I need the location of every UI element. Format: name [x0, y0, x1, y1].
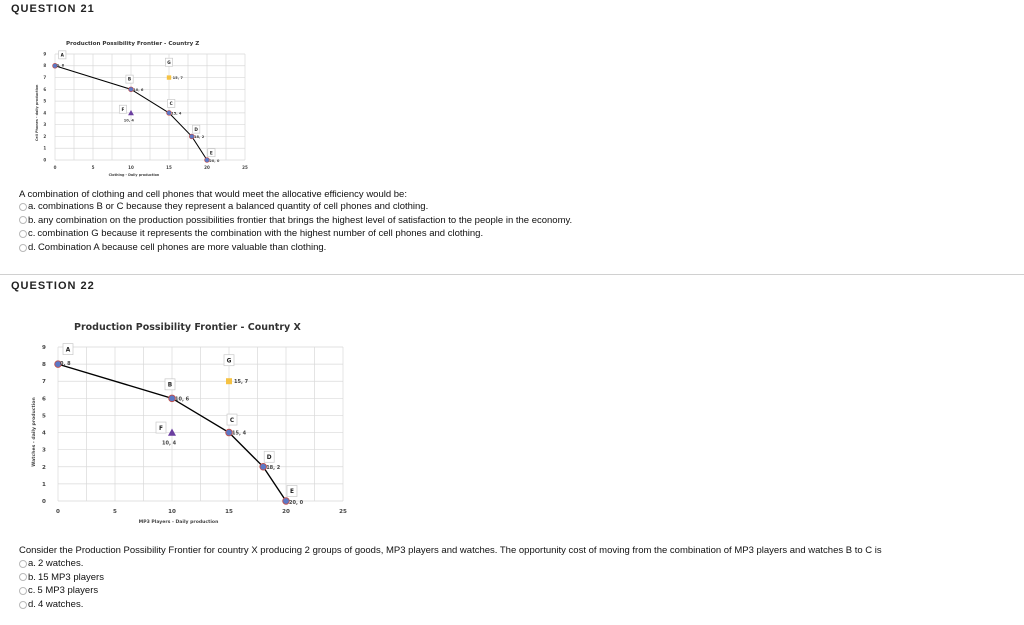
x-tick-label: 15: [166, 164, 172, 170]
y-tick-label: 3: [42, 447, 46, 454]
point-name-g: G: [167, 59, 171, 65]
point-name-g: G: [226, 358, 232, 365]
option-text: 2 watches.: [37, 558, 84, 570]
point-name-c: C: [229, 417, 235, 424]
chart-title: Production Possibility Frontier - Country X: [74, 322, 301, 333]
point-name-d: D: [266, 454, 272, 461]
data-label: 0, 8: [60, 361, 71, 368]
question-22-title: QUESTION 22: [11, 280, 95, 292]
y-axis-label: Watches - daily production: [32, 397, 37, 467]
option-text: combination G because it represents the combination with the highest number of cell phones and clothing.: [37, 228, 484, 240]
q22-option-b[interactable]: [19, 571, 104, 585]
option-letter: a.: [28, 201, 36, 213]
x-axis-label: MP3 Players - Daily production: [138, 520, 219, 525]
data-label: 20, 0: [289, 500, 304, 506]
y-tick-label: 3: [43, 122, 47, 128]
x-tick-label: 0: [53, 164, 57, 170]
point-name-f: F: [159, 425, 163, 432]
x-tick-label: 15: [225, 509, 233, 515]
data-label: 10, 4: [162, 440, 177, 447]
point-name-e: E: [290, 489, 294, 496]
option-letter: d.: [28, 599, 36, 611]
data-label: 10, 6: [175, 396, 190, 403]
option-letter: c.: [28, 228, 36, 240]
question-21-title: QUESTION 21: [11, 3, 95, 15]
radio-button[interactable]: [19, 560, 27, 568]
y-axis-label: Cell Phones - daily production: [35, 84, 40, 142]
question-22-options: [19, 557, 104, 611]
radio-button[interactable]: [19, 587, 27, 595]
option-text: combinations B or C because they represent a balanced quantity of cell phones and clothing.: [37, 201, 429, 213]
y-tick-label: 6: [42, 396, 46, 403]
y-tick-label: 6: [43, 86, 47, 92]
data-label: 18, 2: [266, 464, 281, 471]
ppf-chart-country-x: [0, 0, 360, 545]
data-label: 10, 6: [133, 87, 144, 92]
y-tick-label: 0: [42, 499, 46, 505]
option-letter: b.: [28, 571, 36, 583]
x-tick-label: 10: [168, 509, 176, 515]
option-letter: a.: [28, 558, 36, 570]
y-tick-label: 2: [43, 133, 47, 139]
y-tick-label: 1: [42, 481, 46, 488]
q22-option-d[interactable]: [19, 598, 104, 612]
y-tick-label: 0: [43, 157, 47, 163]
point-name-a: A: [60, 52, 64, 58]
option-letter: d.: [28, 242, 36, 254]
point-name-a: A: [65, 347, 71, 354]
data-label: 15, 7: [172, 76, 183, 81]
point-name-d: D: [194, 126, 198, 132]
point-name-c: C: [169, 101, 173, 107]
x-axis-label: Clothing - Daily production: [108, 173, 160, 178]
point-name-b: B: [167, 382, 173, 389]
option-text: Combination A because cell phones are more valuable than clothing.: [37, 242, 327, 254]
x-tick-label: 5: [113, 509, 117, 515]
y-tick-label: 9: [43, 51, 47, 57]
x-tick-label: 10: [128, 164, 134, 170]
y-tick-label: 4: [42, 430, 46, 437]
radio-button[interactable]: [19, 601, 27, 609]
data-label: 15, 4: [171, 111, 182, 116]
x-tick-label: 5: [91, 164, 95, 170]
point-g-square: [226, 378, 232, 384]
option-text: 4 watches.: [37, 599, 84, 611]
q22-option-a[interactable]: [19, 557, 104, 571]
point-f-triangle: [168, 429, 176, 436]
q22-option-c[interactable]: [19, 584, 104, 598]
data-label: 15, 7: [234, 379, 249, 386]
question-21-prompt: A combination of clothing and cell phones that would meet the allocative efficiency would be:: [19, 189, 407, 200]
data-label: 18, 2: [193, 134, 205, 139]
y-tick-label: 2: [42, 464, 46, 471]
option-text: any combination on the production possibilities frontier that brings the highest level of satisfaction to the people in the economy.: [37, 214, 573, 226]
y-tick-label: 7: [43, 75, 47, 81]
y-tick-label: 5: [43, 98, 47, 104]
y-tick-label: 9: [42, 345, 46, 351]
y-tick-label: 8: [42, 362, 46, 369]
point-name-f: F: [121, 106, 125, 112]
x-tick-label: 0: [56, 509, 60, 515]
x-tick-label: 20: [204, 164, 210, 170]
y-tick-label: 7: [42, 379, 46, 386]
y-tick-label: 8: [43, 63, 47, 69]
y-tick-label: 5: [42, 413, 46, 420]
option-letter: c.: [28, 585, 36, 597]
option-text: 5 MP3 players: [37, 585, 99, 597]
point-name-e: E: [209, 150, 213, 156]
data-label: 15, 4: [232, 430, 247, 437]
data-label: 10, 4: [123, 118, 134, 123]
y-tick-label: 1: [43, 145, 47, 151]
data-label: 20, 0: [209, 159, 220, 164]
x-tick-label: 20: [282, 509, 290, 515]
y-tick-label: 4: [43, 110, 47, 116]
x-tick-label: 25: [242, 164, 248, 170]
point-name-b: B: [127, 76, 132, 82]
data-label: 0, 8: [56, 63, 65, 68]
x-tick-label: 25: [339, 509, 347, 515]
option-text: 15 MP3 players: [37, 571, 104, 583]
chart-title: Production Possibility Frontier - Country Z: [66, 41, 200, 47]
question-22-prompt: Consider the Production Possibility Frontier for country X producing 2 groups of goods, MP3 players and watches. The opportunity cost of moving from the combination of MP3 players and watches B to C is: [19, 545, 882, 556]
radio-button[interactable]: [19, 573, 27, 581]
option-letter: b.: [28, 214, 36, 226]
